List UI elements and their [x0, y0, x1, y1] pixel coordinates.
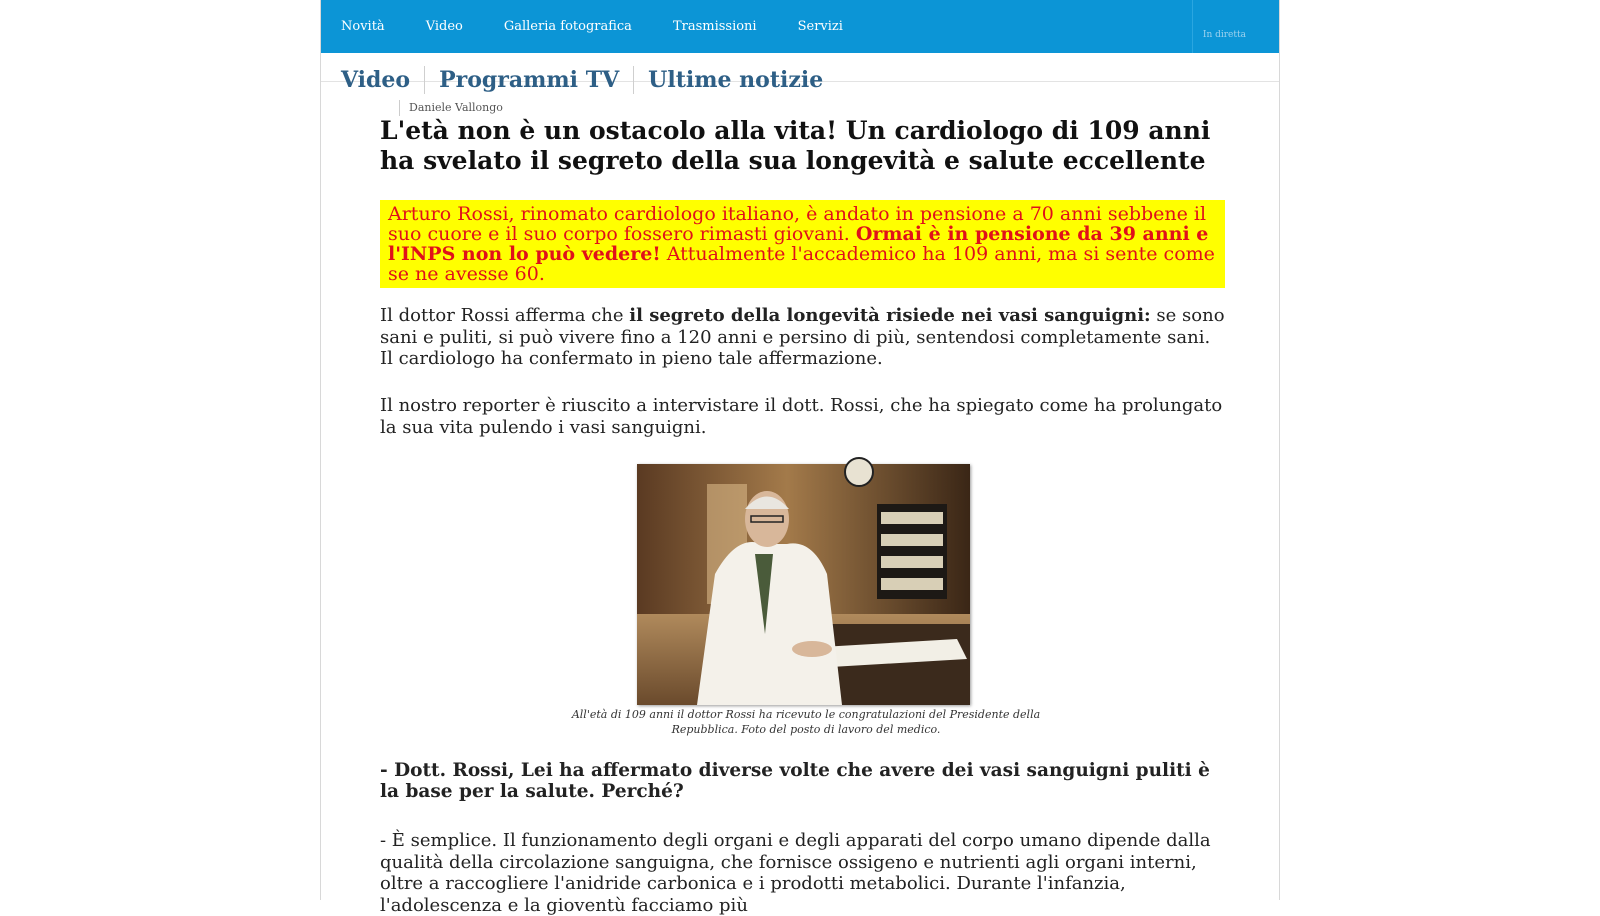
article-paragraph-3: - È semplice. Il funzionamento degli organi e degli apparati del corpo umano dipende dalla qualità della circolazione sanguigna, che fornisce ossigeno e nutrienti agli organi interni, oltre a raccogliere l'anidride carbonica e i prodotti metabolici. Durante l'infanzia, l'adolescenza e la gioventù facciamo più	[380, 830, 1211, 916]
p1-text-bold: il segreto della longevità risiede nei vasi sanguigni:	[629, 305, 1151, 326]
section-nav-items	[341, 66, 837, 94]
live-label[interactable]: In diretta	[1202, 30, 1246, 40]
live-button[interactable]	[1192, 0, 1279, 53]
interview-question: - Dott. Rossi, Lei ha affermato diverse volte che avere dei vasi sanguigni puliti è la base per la salute. Perché?	[380, 760, 1210, 802]
top-nav-items	[341, 0, 884, 53]
section-link-ultime-notizie[interactable]: Ultime notizie	[633, 66, 837, 94]
p1-text-after: se sono sani e puliti, si può vivere fino a 120 anni e persino di più, sentendosi completamente sani. Il cardiologo ha confermato in pieno tale affermazione.	[380, 305, 1225, 369]
page-container	[320, 0, 1280, 916]
nav-item-novita[interactable]: Novità	[341, 19, 385, 34]
article-paragraph-1	[380, 305, 1225, 370]
lead-text-bold: Ormai è in pensione da 39 anni e l'INPS non lo può vedere!	[388, 223, 1209, 265]
top-navigation-bar	[321, 0, 1279, 53]
photo-caption: All'età di 109 anni il dottor Rossi ha ricevuto le congratulazioni del Presidente della Repubblica. Foto del posto di lavoro del medico.	[571, 708, 1041, 736]
doctor-photo-illustration	[637, 464, 970, 705]
section-link-programmi-tv[interactable]: Programmi TV	[424, 66, 633, 94]
article-author: Daniele Vallongo	[399, 100, 503, 116]
nav-item-galleria[interactable]: Galleria fotografica	[503, 19, 632, 34]
p1-text-before: Il dottor Rossi afferma che	[380, 305, 630, 326]
nav-item-servizi[interactable]: Servizi	[797, 19, 843, 34]
section-link-video[interactable]: Video	[341, 67, 411, 93]
article-paragraph-2: Il nostro reporter è riuscito a intervistare il dott. Rossi, che ha spiegato come ha prolungato la sua vita pulendo i vasi sanguigni.	[380, 395, 1223, 438]
nav-item-video[interactable]: Video	[425, 19, 463, 34]
article-lead-box	[380, 200, 1225, 288]
article-photo	[637, 464, 970, 705]
article-headline: L'età non è un ostacolo alla vita! Un cardiologo di 109 anni ha svelato il segreto della sua longevità e salute eccellente	[380, 116, 1211, 175]
lead-text-2: Attualmente l'accademico ha 109 anni, ma si sente come se ne avesse 60.	[388, 243, 1215, 285]
section-navigation	[321, 53, 1279, 93]
lead-text-1: Arturo Rossi, rinomato cardiologo italiano, è andato in pensione a 70 anni sebbene il suo cuore e il suo corpo fossero rimasti giovani.	[388, 203, 1207, 245]
nav-item-trasmissioni[interactable]: Trasmissioni	[672, 19, 757, 34]
